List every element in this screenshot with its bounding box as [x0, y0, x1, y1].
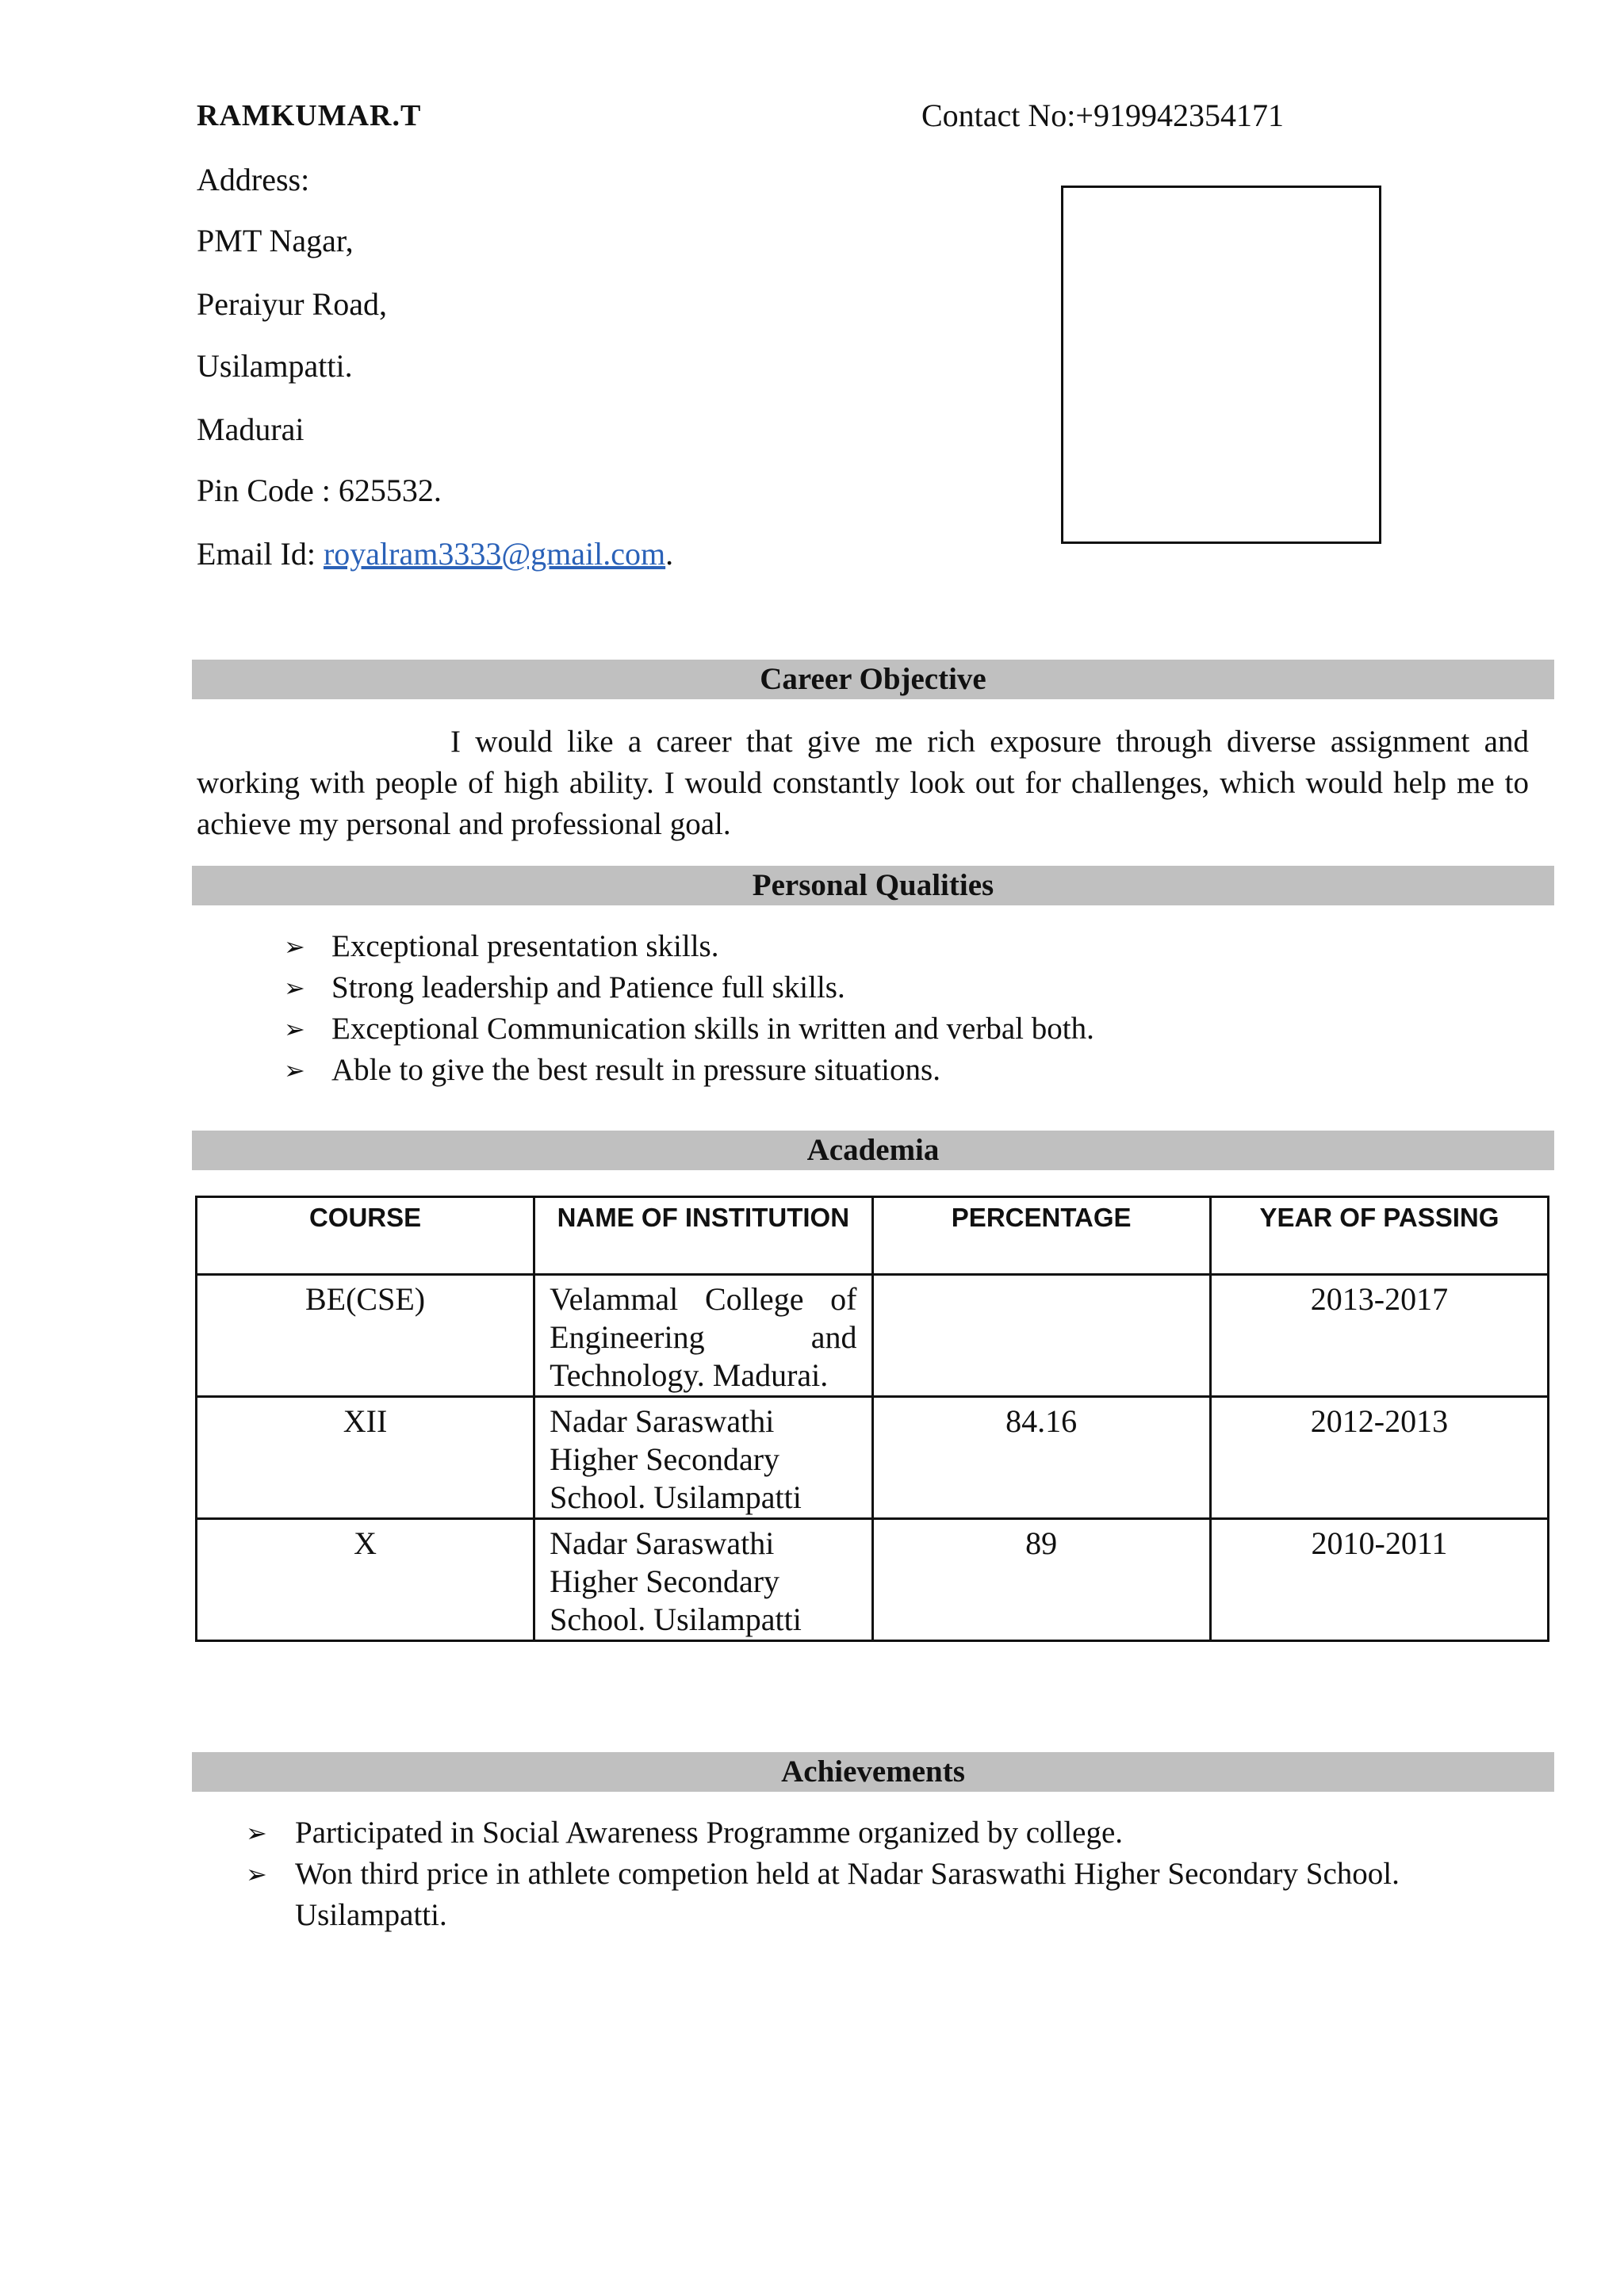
column-header: PERCENTAGE — [872, 1197, 1210, 1275]
arrowhead-bullet-icon: ➢ — [284, 1014, 305, 1044]
personal-qualities-list — [284, 926, 1473, 1091]
academia-heading: Academia — [192, 1131, 1554, 1170]
column-header: COURSE — [197, 1197, 534, 1275]
achievements-list — [246, 1812, 1483, 1936]
career-objective-heading: Career Objective — [192, 660, 1554, 699]
email-label: Email Id: — [197, 536, 324, 572]
list-item: ➢ Participated in Social Awareness Programme organized by college. — [246, 1812, 1483, 1854]
year-cell: 2012-2013 — [1210, 1397, 1548, 1519]
list-item: ➢ Won third price in athlete competion held at Nadar Saraswathi Higher Secondary School. Usilampatti. — [246, 1854, 1483, 1936]
list-item: ➢ Able to give the best result in pressure situations. — [284, 1050, 1473, 1091]
candidate-name: RAMKUMAR.T — [197, 99, 422, 132]
personal-qualities-heading: Personal Qualities — [192, 866, 1554, 905]
email-link[interactable]: royalram3333@gmail.com — [323, 536, 666, 572]
achievements-heading: Achievements — [192, 1752, 1554, 1792]
address-line-1: PMT Nagar, — [197, 223, 354, 258]
arrowhead-bullet-icon: ➢ — [284, 973, 305, 1003]
table-row — [197, 1519, 1549, 1641]
year-cell: 2010-2011 — [1210, 1519, 1548, 1641]
email-suffix: . — [665, 536, 674, 572]
arrowhead-bullet-icon: ➢ — [284, 932, 305, 962]
contact-number: Contact No:+919942354171 — [921, 98, 1284, 133]
arrowhead-bullet-icon: ➢ — [246, 1859, 267, 1889]
column-header: YEAR OF PASSING — [1210, 1197, 1548, 1275]
career-objective-text: I would like a career that give me rich exposure through diverse assignment and working with people of high ability. I would constantly look out for challenges, which would help me to achieve my personal and professional goal. — [197, 725, 1529, 841]
address-line-2: Peraiyur Road, — [197, 286, 387, 322]
list-item: ➢ Exceptional Communication skills in written and verbal both. — [284, 1008, 1473, 1050]
list-item: ➢ Exceptional presentation skills. — [284, 926, 1473, 967]
course-cell: X — [197, 1519, 534, 1641]
address-label: Address: — [197, 162, 310, 197]
academia-table — [195, 1196, 1549, 1642]
percentage-cell: 84.16 — [872, 1397, 1210, 1519]
table-row — [197, 1397, 1549, 1519]
table-header-row — [197, 1197, 1549, 1275]
table-row — [197, 1275, 1549, 1397]
year-cell: 2013-2017 — [1210, 1275, 1548, 1397]
photo-placeholder — [1061, 186, 1381, 544]
institution-cell: Nadar Saraswathi Higher Secondary School. Usilampatti — [534, 1519, 872, 1641]
institution-cell: Velammal College of Engineering and Technology. Madurai. — [534, 1275, 872, 1397]
list-item: ➢ Strong leadership and Patience full skills. — [284, 967, 1473, 1008]
address-line-3: Usilampatti. — [197, 348, 353, 384]
course-cell: BE(CSE) — [197, 1275, 534, 1397]
address-line-5: Pin Code : 625532. — [197, 473, 442, 508]
arrowhead-bullet-icon: ➢ — [284, 1055, 305, 1085]
percentage-cell — [872, 1275, 1210, 1397]
column-header: NAME OF INSTITUTION — [534, 1197, 872, 1275]
address-line-4: Madurai — [197, 411, 304, 447]
percentage-cell: 89 — [872, 1519, 1210, 1641]
arrowhead-bullet-icon: ➢ — [246, 1818, 267, 1848]
course-cell: XII — [197, 1397, 534, 1519]
institution-cell: Nadar Saraswathi Higher Secondary School. Usilampatti — [534, 1397, 872, 1519]
email-line — [197, 535, 673, 573]
